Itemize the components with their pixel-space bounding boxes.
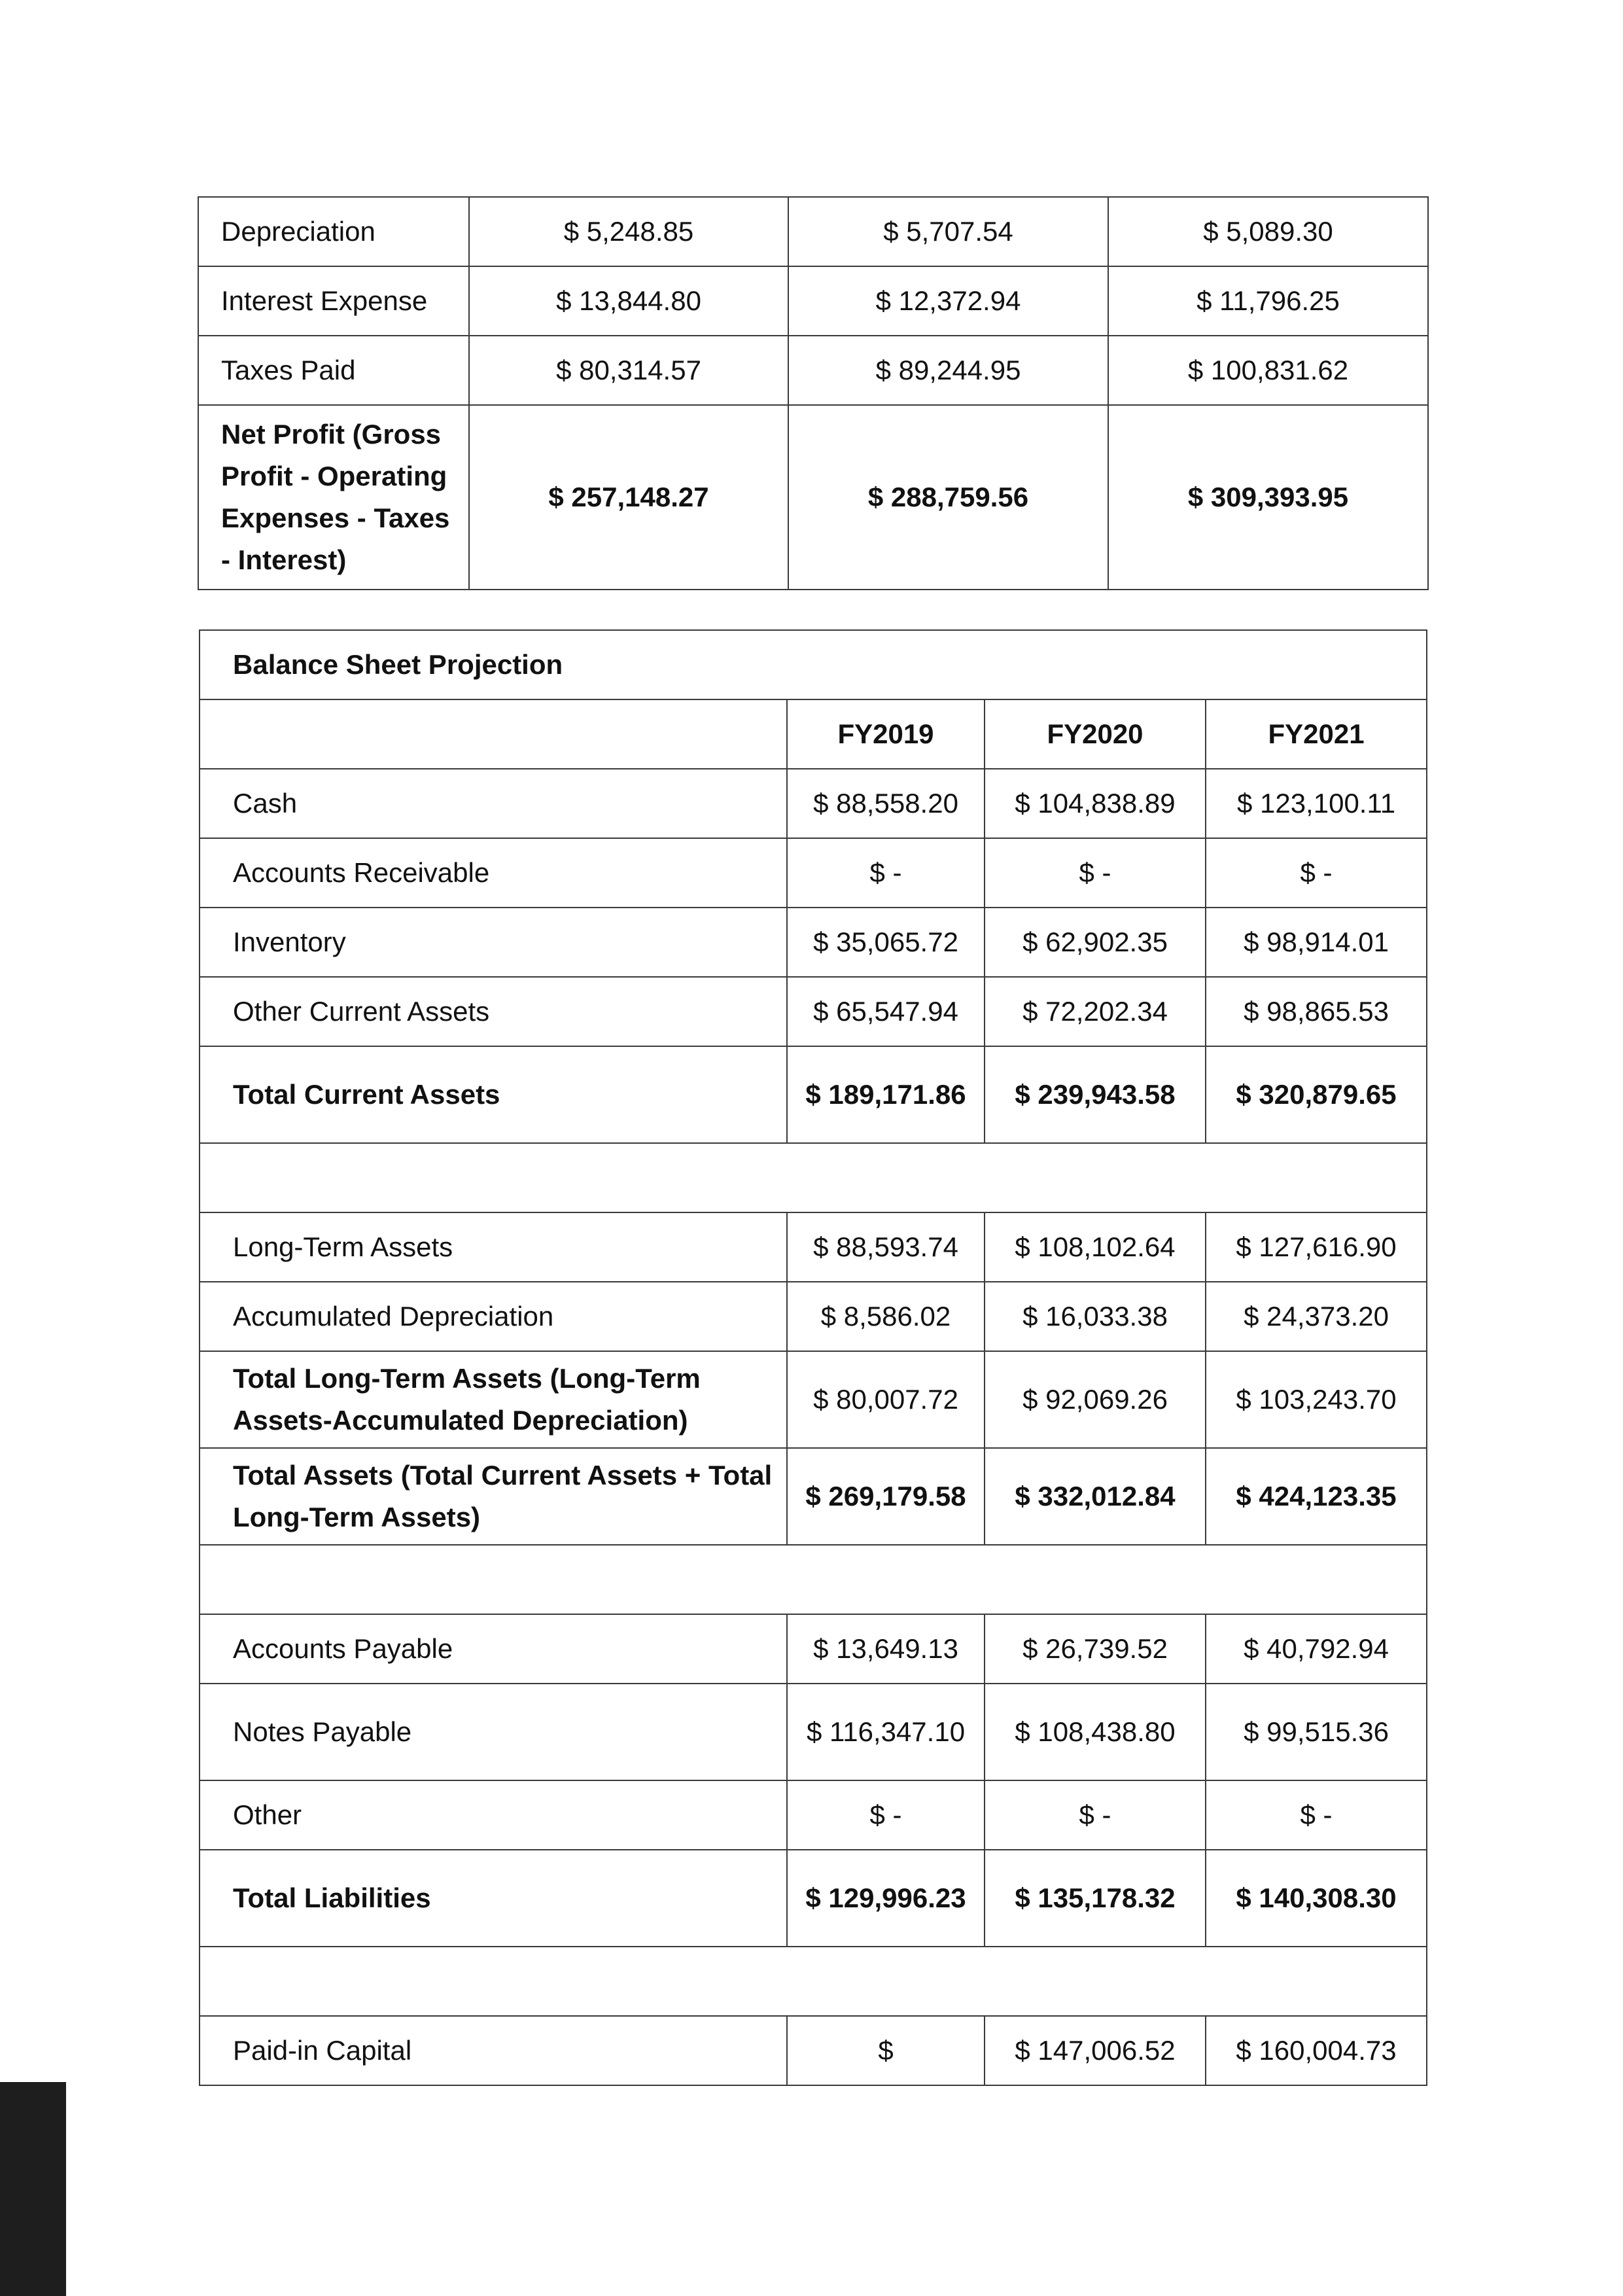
fy2021-value: $ 103,243.70 (1206, 1351, 1427, 1448)
fy2020-value: $ 135,178.32 (985, 1850, 1206, 1947)
fy2021-value: $ 5,089.30 (1108, 197, 1428, 266)
row-label: Accumulated Depreciation (200, 1282, 787, 1351)
spacer-row (200, 1545, 1427, 1614)
table-row (200, 838, 1427, 908)
fy2021-value: $ 11,796.25 (1108, 266, 1428, 336)
balance-sheet-title-row (200, 630, 1427, 699)
fy2019-value: $ 35,065.72 (787, 908, 985, 977)
fy2020-value: $ 288,759.56 (788, 405, 1108, 590)
table-row (198, 336, 1428, 405)
table-row-net-profit (198, 405, 1428, 590)
fy2020-value: $ 239,943.58 (985, 1046, 1206, 1143)
fy2019-value: $ 88,593.74 (787, 1212, 985, 1282)
table-row (200, 1614, 1427, 1684)
row-label: Interest Expense (198, 266, 469, 336)
row-label: Notes Payable (200, 1684, 787, 1780)
fy2020-value: $ 108,102.64 (985, 1212, 1206, 1282)
balance-sheet-body (200, 630, 1427, 2085)
row-label: Total Long-Term Assets (Long-Term Assets-Accumulated Depreciation) (200, 1351, 787, 1448)
row-label: Cash (200, 769, 787, 838)
row-label: Depreciation (198, 197, 469, 266)
fy2020-value: $ 104,838.89 (985, 769, 1206, 838)
row-label: Total Liabilities (200, 1850, 787, 1947)
row-label: Accounts Receivable (200, 838, 787, 908)
fy2020-value: $ - (985, 1780, 1206, 1850)
fy2020-value: $ 108,438.80 (985, 1684, 1206, 1780)
fy2019-value: $ (787, 2016, 985, 2085)
fy2020-value: $ - (985, 838, 1206, 908)
table-row (200, 977, 1427, 1046)
fy2019-value: $ 8,586.02 (787, 1282, 985, 1351)
fy2020-value: $ 12,372.94 (788, 266, 1108, 336)
balance-sheet-table (199, 629, 1427, 2086)
spacer-row (200, 1143, 1427, 1212)
fy2021-value: $ 99,515.36 (1206, 1684, 1427, 1780)
row-label: Taxes Paid (198, 336, 469, 405)
table-row (200, 1212, 1427, 1282)
fy2020-value: $ 72,202.34 (985, 977, 1206, 1046)
header-blank-cell (200, 699, 787, 769)
fy2021-value: $ 127,616.90 (1206, 1212, 1427, 1282)
year-header-row (200, 699, 1427, 769)
table-row (198, 266, 1428, 336)
fy2021-value: $ 309,393.95 (1108, 405, 1428, 590)
fy2019-value: $ 189,171.86 (787, 1046, 985, 1143)
spacer-cell (200, 1545, 1427, 1614)
income-statement-body (198, 197, 1428, 590)
table-row (200, 769, 1427, 838)
table-row (200, 2016, 1427, 2085)
table-row (200, 1448, 1427, 1545)
fy2019-value: $ 129,996.23 (787, 1850, 985, 1947)
fy2021-value: $ - (1206, 838, 1427, 908)
section-title: Balance Sheet Projection (200, 630, 1427, 699)
row-label: Long-Term Assets (200, 1212, 787, 1282)
row-label: Paid-in Capital (200, 2016, 787, 2085)
income-statement-table (198, 196, 1429, 590)
fy2021-value: $ 98,914.01 (1206, 908, 1427, 977)
table-row (200, 1282, 1427, 1351)
row-label: Accounts Payable (200, 1614, 787, 1684)
row-label: Inventory (200, 908, 787, 977)
fy2019-value: $ 5,248.85 (469, 197, 788, 266)
year-header: FY2019 (787, 699, 985, 769)
fy2020-value: $ 5,707.54 (788, 197, 1108, 266)
year-header: FY2021 (1206, 699, 1427, 769)
row-label: Total Assets (Total Current Assets + Total Long-Term Assets) (200, 1448, 787, 1545)
fy2021-value: $ 24,373.20 (1206, 1282, 1427, 1351)
table-row (198, 197, 1428, 266)
fy2019-value: $ 80,314.57 (469, 336, 788, 405)
fy2019-value: $ 257,148.27 (469, 405, 788, 590)
row-label: Net Profit (Gross Profit - Operating Expenses - Taxes - Interest) (198, 405, 469, 590)
fy2020-value: $ 92,069.26 (985, 1351, 1206, 1448)
table-row (200, 908, 1427, 977)
table-row (200, 1046, 1427, 1143)
fy2021-value: $ 140,308.30 (1206, 1850, 1427, 1947)
fy2021-value: $ 320,879.65 (1206, 1046, 1427, 1143)
fy2020-value: $ 332,012.84 (985, 1448, 1206, 1545)
fy2019-value: $ - (787, 838, 985, 908)
row-label: Other Current Assets (200, 977, 787, 1046)
fy2021-value: $ 98,865.53 (1206, 977, 1427, 1046)
fy2019-value: $ 80,007.72 (787, 1351, 985, 1448)
fy2019-value: $ 116,347.10 (787, 1684, 985, 1780)
fy2019-value: $ 88,558.20 (787, 769, 985, 838)
fy2020-value: $ 62,902.35 (985, 908, 1206, 977)
spacer-cell (200, 1947, 1427, 2016)
fy2021-value: $ 40,792.94 (1206, 1614, 1427, 1684)
table-row (200, 1351, 1427, 1448)
spacer-cell (200, 1143, 1427, 1212)
fy2019-value: $ 65,547.94 (787, 977, 985, 1046)
row-label: Total Current Assets (200, 1046, 787, 1143)
year-header: FY2020 (985, 699, 1206, 769)
fy2021-value: $ 123,100.11 (1206, 769, 1427, 838)
fy2020-value: $ 16,033.38 (985, 1282, 1206, 1351)
fy2021-value: $ - (1206, 1780, 1427, 1850)
table-row (200, 1684, 1427, 1780)
table-row (200, 1780, 1427, 1850)
fy2019-value: $ 13,844.80 (469, 266, 788, 336)
fy2021-value: $ 160,004.73 (1206, 2016, 1427, 2085)
page-edge-bar (0, 2082, 66, 2296)
fy2019-value: $ - (787, 1780, 985, 1850)
fy2019-value: $ 269,179.58 (787, 1448, 985, 1545)
fy2019-value: $ 13,649.13 (787, 1614, 985, 1684)
table-row (200, 1850, 1427, 1947)
fy2020-value: $ 147,006.52 (985, 2016, 1206, 2085)
spacer-row (200, 1947, 1427, 2016)
fy2020-value: $ 89,244.95 (788, 336, 1108, 405)
fy2021-value: $ 424,123.35 (1206, 1448, 1427, 1545)
fy2020-value: $ 26,739.52 (985, 1614, 1206, 1684)
fy2021-value: $ 100,831.62 (1108, 336, 1428, 405)
row-label: Other (200, 1780, 787, 1850)
